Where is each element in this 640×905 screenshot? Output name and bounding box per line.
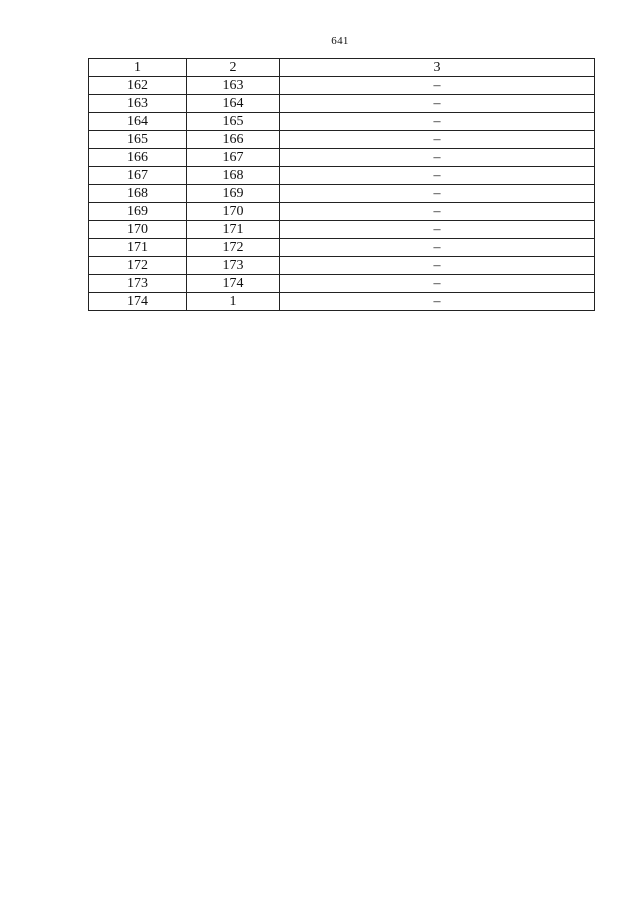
table-cell: 166 xyxy=(187,131,280,149)
table-cell: 168 xyxy=(89,185,187,203)
table-cell: 174 xyxy=(89,293,187,311)
table-cell: – xyxy=(280,131,595,149)
table-cell: 165 xyxy=(187,113,280,131)
table-cell: – xyxy=(280,275,595,293)
table-cell: 174 xyxy=(187,275,280,293)
column-header-3: 3 xyxy=(280,59,595,77)
table-cell: 167 xyxy=(187,149,280,167)
table-cell: – xyxy=(280,149,595,167)
data-table xyxy=(88,58,595,311)
table-cell: – xyxy=(280,77,595,95)
table-cell: – xyxy=(280,239,595,257)
table-cell: 172 xyxy=(187,239,280,257)
table-row xyxy=(89,95,595,113)
table-row xyxy=(89,203,595,221)
table-cell: 171 xyxy=(89,239,187,257)
table-row xyxy=(89,293,595,311)
table-header xyxy=(89,59,595,77)
table-row xyxy=(89,185,595,203)
table-cell: 169 xyxy=(89,203,187,221)
table-cell: – xyxy=(280,113,595,131)
table-cell: – xyxy=(280,167,595,185)
table-cell: 163 xyxy=(89,95,187,113)
table-row xyxy=(89,149,595,167)
table-cell: 170 xyxy=(187,203,280,221)
table-cell: – xyxy=(280,95,595,113)
table-cell: 173 xyxy=(89,275,187,293)
table-cell: 162 xyxy=(89,77,187,95)
column-header-2: 2 xyxy=(187,59,280,77)
header-row xyxy=(89,59,595,77)
table-cell: 164 xyxy=(187,95,280,113)
table-cell: 173 xyxy=(187,257,280,275)
column-header-1: 1 xyxy=(89,59,187,77)
table-cell: – xyxy=(280,293,595,311)
table-cell: 163 xyxy=(187,77,280,95)
table-cell: 1 xyxy=(187,293,280,311)
table-cell: 166 xyxy=(89,149,187,167)
table-row xyxy=(89,167,595,185)
table-row xyxy=(89,239,595,257)
table-cell: 172 xyxy=(89,257,187,275)
table-row xyxy=(89,257,595,275)
table-cell: – xyxy=(280,203,595,221)
table-cell: 165 xyxy=(89,131,187,149)
table-body xyxy=(89,77,595,311)
table-row xyxy=(89,275,595,293)
table-cell: 167 xyxy=(89,167,187,185)
table-row xyxy=(89,131,595,149)
table-cell: 170 xyxy=(89,221,187,239)
table-cell: – xyxy=(280,221,595,239)
table-row xyxy=(89,221,595,239)
table-row xyxy=(89,77,595,95)
table-row xyxy=(89,113,595,131)
table-cell: 168 xyxy=(187,167,280,185)
table-cell: – xyxy=(280,257,595,275)
table-cell: 164 xyxy=(89,113,187,131)
table-cell: 171 xyxy=(187,221,280,239)
table-cell: 169 xyxy=(187,185,280,203)
table-cell: – xyxy=(280,185,595,203)
page-number: 641 xyxy=(331,35,349,47)
